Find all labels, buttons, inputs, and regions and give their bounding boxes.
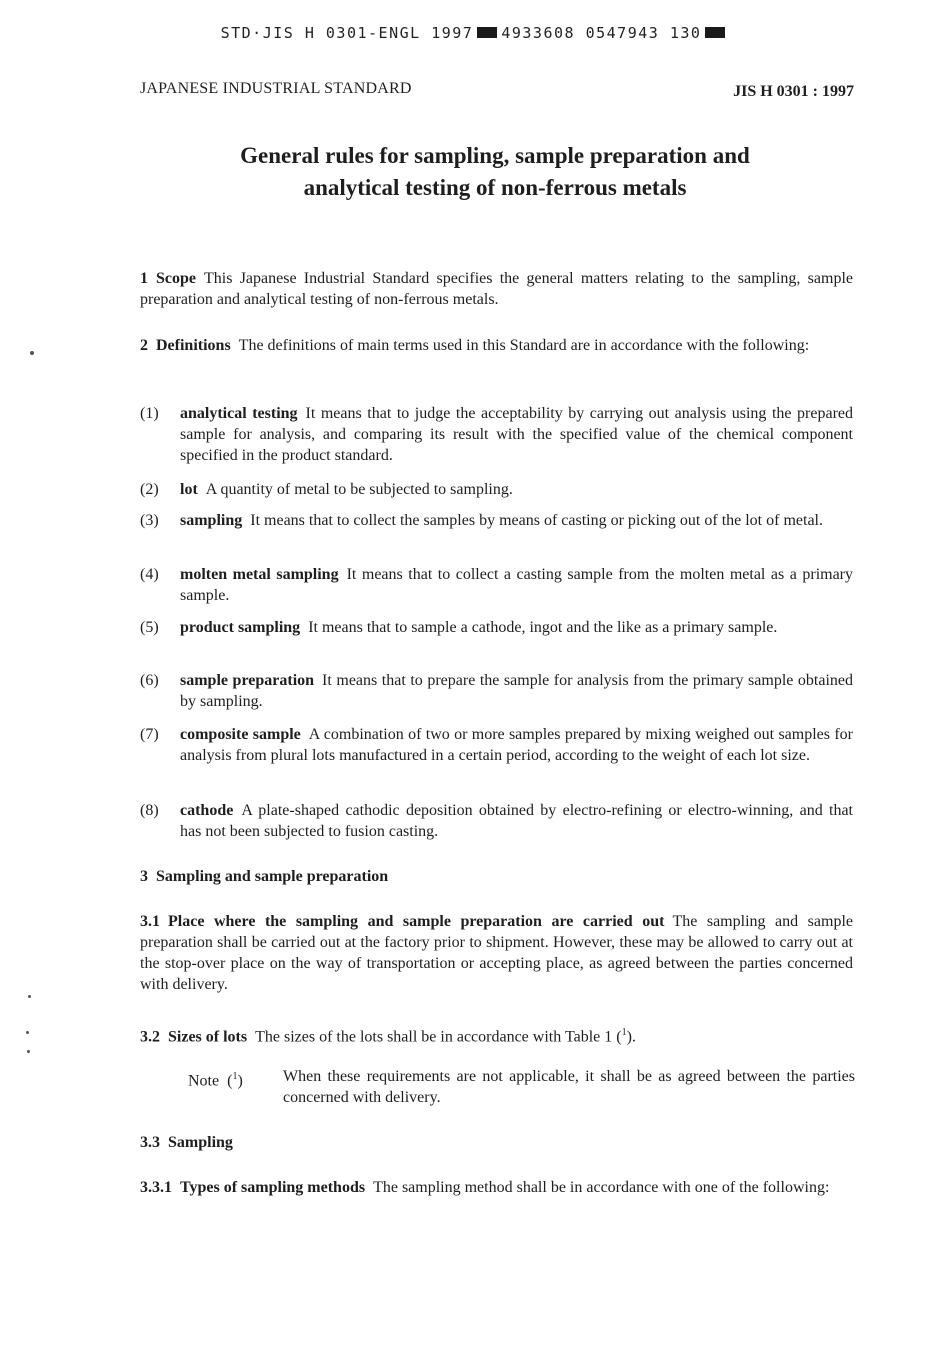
- definition-item: [180, 510, 853, 531]
- section-number: 3.3: [140, 1134, 160, 1151]
- section-text: The sampling method shall be in accordance with one of the following:: [373, 1179, 830, 1196]
- definition-number: (5): [140, 619, 159, 636]
- definition-term: cathode: [180, 802, 234, 819]
- section-3-2: [140, 1022, 853, 1047]
- definition-number: (2): [140, 481, 159, 498]
- section-text-end: ).: [626, 1028, 636, 1046]
- title-line-2: analytical testing of non-ferrous metals: [303, 175, 687, 200]
- definition-term: molten metal sampling: [180, 566, 339, 583]
- definition-term: composite sample: [180, 726, 301, 743]
- definition-item: [180, 403, 853, 466]
- stamp-block-2: [705, 27, 725, 38]
- page-title: [0, 140, 950, 204]
- section-text: The definitions of main terms used in this Standard are in accordance with the following:: [238, 337, 810, 354]
- note-number: 1: [232, 1071, 238, 1082]
- definition-term: sampling: [180, 512, 243, 529]
- section-number: 2: [140, 337, 148, 354]
- definition-number: (1): [140, 405, 159, 422]
- definition-text: A plate-shaped cathodic deposition obtained by electro-refining or electro-winning, and that has not been subjected to fusion casting.: [180, 802, 853, 840]
- section-heading: Sampling: [168, 1134, 233, 1151]
- header-standard-number: JIS H 0301 : 1997: [733, 83, 854, 100]
- section-text: The sampling and sample preparation shall be carried out at the factory prior to shipment. However, these may be allowed to carry out at the stop-over place on the way of transportation or accepting place, as agreed between the parties concerned with delivery.: [140, 913, 853, 993]
- definition-text: It means that to sample a cathode, ingot and the like as a primary sample.: [308, 619, 778, 636]
- header-standard-label: JAPANESE INDUSTRIAL STANDARD: [140, 80, 412, 97]
- section-heading: Sizes of lots: [168, 1028, 248, 1046]
- definition-number: (3): [140, 512, 159, 529]
- definition-text: It means that to collect the samples by means of casting or picking out of the lot of metal.: [250, 512, 823, 529]
- definition-item: [180, 564, 853, 606]
- definition-text: It means that to prepare the sample for analysis from the primary sample obtained by sampling.: [180, 672, 854, 710]
- definition-item: [180, 479, 853, 500]
- definition-number: (4): [140, 566, 159, 583]
- section-heading: Types of sampling methods: [180, 1179, 366, 1196]
- definition-item: [180, 617, 853, 638]
- definition-item: [180, 670, 853, 712]
- note-label: Note ($^1$): [188, 1071, 243, 1090]
- note-label-text: Note: [188, 1072, 220, 1090]
- definition-text: It means that to collect a casting sample from the molten metal as a primary sample.: [180, 566, 854, 604]
- section-heading: Place where the sampling and sample preparation are carried out: [168, 913, 665, 930]
- section-heading: Sampling and sample preparation: [156, 868, 389, 885]
- section-number: 3.2: [140, 1028, 160, 1046]
- section-sampling-preparation: [140, 866, 853, 887]
- section-text: This Japanese Industrial Standard specifies the general matters relating to the sampling, sample preparation and analytical testing of non-ferrous metals.: [140, 270, 853, 308]
- section-number: 3.1: [140, 913, 160, 930]
- section-3-3: [140, 1132, 853, 1153]
- definition-term: analytical testing: [180, 405, 298, 422]
- definition-term: sample preparation: [180, 672, 315, 689]
- definition-number: (8): [140, 802, 159, 819]
- section-3-3-1: [140, 1177, 853, 1198]
- definition-item: [180, 800, 853, 842]
- section-number: 1: [140, 270, 148, 287]
- note-text: When these requirements are not applicable, it shall be as agreed between the parties concerned with delivery.: [283, 1068, 855, 1106]
- section-heading: Definitions: [156, 337, 231, 354]
- section-number: 3: [140, 868, 148, 885]
- section-number: 3.3.1: [140, 1179, 172, 1196]
- definition-number: (6): [140, 672, 159, 689]
- scan-speck: [27, 1050, 30, 1053]
- definition-text: A quantity of metal to be subjected to sampling.: [205, 481, 513, 498]
- section-text: The sizes of the lots shall be in accordance with Table 1 (: [255, 1028, 622, 1046]
- scan-speck: [28, 995, 31, 998]
- section-3-1: [140, 911, 853, 995]
- scan-speck: [30, 351, 34, 355]
- section-heading: Scope: [156, 270, 196, 287]
- document-stamp: [0, 24, 950, 42]
- definition-item: [180, 724, 853, 766]
- definition-term: product sampling: [180, 619, 301, 636]
- definition-text: A combination of two or more samples prepared by mixing weighed out samples for analysis from plural lots manufactured in a certain period, according to the weight of each lot size.: [180, 726, 853, 764]
- definition-text: It means that to judge the acceptability by carrying out analysis using the prepared sample for analysis, and comparing its result with the specified value of the chemical component specified in the product standard.: [180, 405, 854, 464]
- stamp-block-1: [477, 27, 497, 38]
- stamp-code-middle: 4933608 0547943 130: [501, 24, 702, 42]
- stamp-code-left: STD·JIS H 0301-ENGL 1997: [220, 24, 474, 42]
- definition-term: lot: [180, 481, 198, 498]
- definition-number: (7): [140, 726, 159, 743]
- section-scope: [140, 268, 853, 310]
- section-definitions: [140, 335, 853, 356]
- scan-speck: [26, 1031, 29, 1034]
- note-reference: 1: [621, 1027, 627, 1038]
- title-line-1: General rules for sampling, sample preparation and: [240, 143, 750, 168]
